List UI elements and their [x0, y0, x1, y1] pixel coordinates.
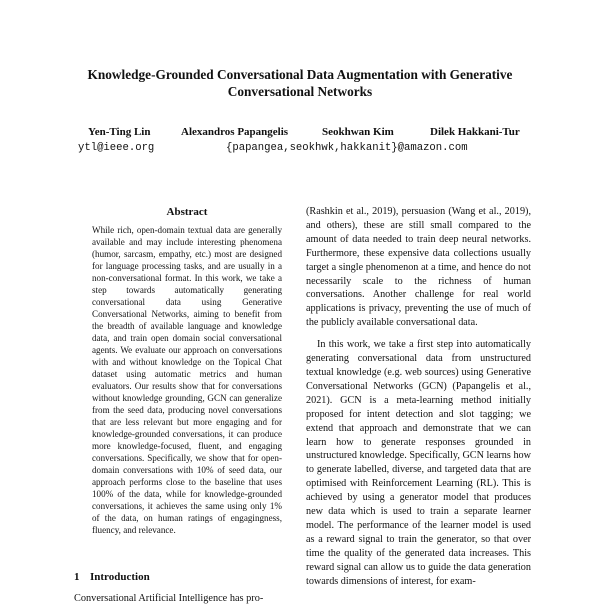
author-email: ytl@ieee.org [78, 142, 155, 154]
section-number: 1 [74, 571, 80, 583]
author-email: {papangea,seokhwk,hakkanit}@amazon.com [226, 142, 468, 154]
author-name: Dilek Hakkani-Tur [430, 126, 520, 138]
section-heading [74, 571, 150, 583]
abstract-text: While rich, open-domain textual data are generally available and may include interesting phenomena (humor, sarcasm, empathy, etc.) most are designed for language processing tasks, and are usually in a non-conversational format. In this work, we take a step towards automatically generating conversational data using Generative Conversational Networks, aiming to benefit from the breadth of available language and knowledge data, and train open domain social conversational agents. We evaluate our approach on conversations with and without knowledge on the Topical Chat dataset using automatic metrics and human evaluators. Our results show that for conversations without knowledge grounding, GCN can generalize from the seed data, producing novel conversations that are less relevant but more engaging and for knowledge-grounded conversations, it can produce more knowledge-focused, fluent, and engaging conversations. Specifically, we show that for open-domain conversations with 10% of seed data, our approach performs close to the baseline that uses 100% of the data, while for knowledge-grounded conversations, it achieves the same using only 1% of the data, on human ratings of engagingness, fluency, and relevance. [92, 225, 282, 535]
section-title: Introduction [90, 571, 150, 583]
author-name: Alexandros Papangelis [181, 126, 289, 138]
author-name: Yen-Ting Lin [88, 126, 151, 138]
abstract-heading: Abstract [166, 206, 208, 218]
body-paragraph: In this work, we take a first step into automatically generating conversational data from unstructured textual knowledge (e.g. web sources) using Generative Conversational Networks (GCN) (Papangelis et al., 2021). GCN is a meta-learning method initially proposed for intent detection and slot tagging; we extend that approach and demonstrate that we can learn how to generate responses grounded in unstructured knowledge. Specifically, GCN learns how to generate labelled, diverse, and targeted data that are optimised with Reinforcement Learning (RL). This is achieved by using a generator model that produces new data which is used to train a separate learner model. The performance of the learner model is used as a reward signal to train the generator, so that over time the quality of the generated data increases. This reward signal can allow us to guide the data generation towards dimensions of interest, for exam- [306, 339, 531, 587]
author-name: Seokhwan Kim [322, 126, 394, 138]
body-paragraph: (Rashkin et al., 2019), persuasion (Wang et al., 2019), and others), these are still small compared to the amount of data needed to train deep neural networks. Furthermore, these expensive data collections usually target a single phenomenon at a time, and hence do not necessarily scale to the richness of human conversations. Another challenge for real world applications is privacy, preventing the use of much of the publicly available conversational data. [306, 206, 531, 329]
intro-text: Conversational Artificial Intelligence has pro- [74, 593, 264, 604]
paper-title: Knowledge-Grounded Conversational Data Augmentation with Generative Conversational Networks [87, 67, 513, 99]
right-column [306, 205, 531, 588]
